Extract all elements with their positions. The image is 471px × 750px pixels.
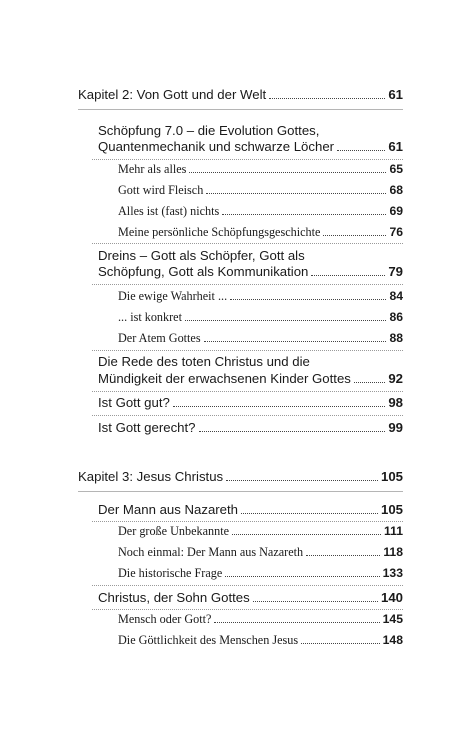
page-number: 105 [380, 502, 403, 517]
page-number: 88 [389, 331, 403, 345]
section-title: Der Mann aus Nazareth [98, 502, 239, 517]
toc-subsection[interactable] [118, 613, 403, 625]
toc-section-dreins[interactable] [98, 265, 403, 278]
subsection-title: Der große Unbekannte [118, 524, 229, 538]
dot-leader [230, 299, 386, 300]
dot-leader [311, 275, 385, 276]
page-number: 92 [388, 371, 403, 386]
page-number: 111 [384, 524, 403, 538]
dot-leader [232, 534, 381, 535]
page-number: 148 [382, 633, 403, 647]
toc-section-mann[interactable] [98, 503, 403, 516]
toc-subsection[interactable] [118, 290, 403, 302]
dot-leader [173, 406, 385, 407]
section-title-line2: Schöpfung, Gott als Kommunikation [98, 264, 309, 279]
toc-subsection[interactable] [118, 525, 403, 537]
toc-subsection[interactable] [118, 226, 403, 238]
subsection-title: Mensch oder Gott? [118, 612, 212, 626]
toc-subsection[interactable] [118, 567, 403, 579]
dot-leader [241, 513, 378, 514]
page-number: 69 [389, 204, 403, 218]
dot-leader [253, 601, 378, 602]
subsection-title: Gott wird Fleisch [118, 183, 204, 197]
page-number: 61 [388, 139, 403, 154]
page-number: 86 [389, 310, 403, 324]
section-title-line2: Mündigkeit der erwachsenen Kinder Gottes [98, 371, 351, 386]
dot-leader [214, 622, 379, 623]
separator [78, 491, 403, 492]
toc-subsection[interactable] [118, 311, 403, 323]
dot-leader [306, 555, 380, 556]
dot-leader [222, 214, 386, 215]
subsection-title: Noch einmal: Der Mann aus Nazareth [118, 545, 304, 559]
subsection-title: Die Göttlichkeit des Menschen Jesus [118, 633, 299, 647]
page-number: 61 [388, 87, 403, 102]
subsection-title: Die historische Frage [118, 566, 223, 580]
page-number: 84 [389, 289, 403, 303]
page-number: 99 [388, 420, 403, 435]
section-title: Ist Gott gut? [98, 395, 170, 410]
separator [92, 391, 403, 392]
toc-section-title-line1: Schöpfung 7.0 – die Evolution Gottes, [98, 123, 320, 138]
dot-leader [301, 643, 380, 644]
separator [92, 159, 403, 160]
dot-leader [226, 480, 378, 481]
page-number: 79 [388, 264, 403, 279]
dot-leader [189, 172, 386, 173]
separator [78, 109, 403, 110]
toc-chapter-3[interactable] [78, 470, 403, 483]
separator [92, 243, 403, 244]
page-number: 118 [383, 545, 403, 559]
separator [92, 585, 403, 586]
dot-leader [206, 193, 386, 194]
toc-section-gut[interactable] [98, 396, 403, 409]
dot-leader [323, 235, 386, 236]
toc-subsection[interactable] [118, 634, 403, 646]
dot-leader [225, 576, 379, 577]
subsection-title: Der Atem Gottes [118, 331, 201, 345]
toc-section-gerecht[interactable] [98, 421, 403, 434]
separator [92, 609, 403, 610]
page-number: 105 [380, 469, 403, 484]
section-title: Christus, der Sohn Gottes [98, 590, 250, 605]
toc-section-schoepfung[interactable] [98, 140, 403, 153]
subsection-title: Mehr als alles [118, 162, 187, 176]
toc-section-sohn[interactable] [98, 591, 403, 604]
toc-subsection[interactable] [118, 205, 403, 217]
section-title-line2: Quantenmechanik und schwarze Löcher [98, 139, 335, 154]
page-number: 98 [388, 395, 403, 410]
dot-leader [354, 382, 385, 383]
chapter-title: Kapitel 3: Jesus Christus [78, 469, 224, 484]
page-number: 133 [382, 566, 403, 580]
page-number: 76 [389, 225, 403, 239]
page-number: 145 [382, 612, 403, 626]
dot-leader [185, 320, 386, 321]
subsection-title: ... ist konkret [118, 310, 182, 324]
toc-chapter-2[interactable] [78, 88, 403, 101]
subsection-title: Die ewige Wahrheit ... [118, 289, 228, 303]
separator [92, 350, 403, 351]
page-number: 140 [380, 590, 403, 605]
chapter-title: Kapitel 2: Von Gott und der Welt [78, 87, 267, 102]
section-title: Ist Gott gerecht? [98, 420, 196, 435]
dot-leader [199, 431, 386, 432]
toc-section-title-line1: Die Rede des toten Christus und die [98, 354, 310, 369]
toc-subsection[interactable] [118, 546, 403, 558]
subsection-title: Meine persönliche Schöpfungsgeschichte [118, 225, 321, 239]
page-number: 68 [389, 183, 403, 197]
toc-subsection[interactable] [118, 163, 403, 175]
dot-leader [269, 98, 385, 99]
page-number: 65 [389, 162, 403, 176]
subsection-title: Alles ist (fast) nichts [118, 204, 220, 218]
separator [92, 521, 403, 522]
dot-leader [204, 341, 387, 342]
dot-leader [337, 150, 385, 151]
toc-subsection[interactable] [118, 184, 403, 196]
toc-section-rede[interactable] [98, 372, 403, 385]
separator [92, 415, 403, 416]
separator [92, 284, 403, 285]
toc-subsection[interactable] [118, 332, 403, 344]
toc-section-title-line1: Dreins – Gott als Schöpfer, Gott als [98, 248, 305, 263]
